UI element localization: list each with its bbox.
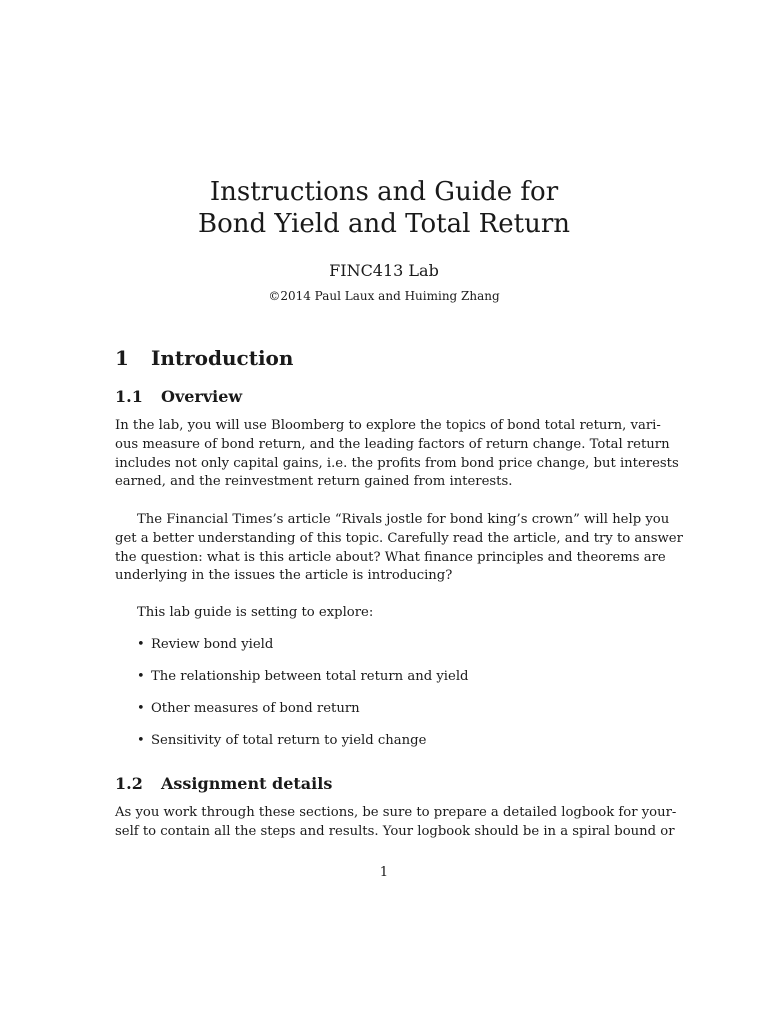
section-title: Introduction xyxy=(151,346,294,370)
subsection-heading-assignment-details xyxy=(115,774,332,794)
document-title xyxy=(0,176,768,240)
subsection-heading-overview xyxy=(115,387,242,407)
list-item xyxy=(115,732,426,750)
paragraph-line: earned, and the reinvestment return gained from interests. xyxy=(115,474,513,490)
subsection-number: 1.2 xyxy=(115,774,143,793)
bullet-icon: • xyxy=(137,701,145,716)
bullet-icon: • xyxy=(137,637,145,652)
list-item-text: The relationship between total return and yield xyxy=(151,669,469,684)
paragraph-line: As you work through these sections, be sure to prepare a detailed logbook for your- xyxy=(115,805,677,820)
assignment-paragraph-1 xyxy=(115,804,677,842)
paragraph-line: In the lab, you will use Bloomberg to explore the topics of bond total return, vari- xyxy=(115,418,661,433)
paragraph-line: self to contain all the steps and results. Your logbook should be in a spiral bound or xyxy=(115,823,675,839)
list-item xyxy=(115,700,360,718)
paragraph-line: includes not only capital gains, i.e. the profits from bond price change, but interests xyxy=(115,455,679,471)
bullet-icon: • xyxy=(137,669,145,684)
bullet-icon: • xyxy=(137,733,145,748)
subsection-number: 1.1 xyxy=(115,387,143,406)
document-subtitle: FINC413 Lab xyxy=(329,261,439,280)
overview-paragraph-1 xyxy=(115,417,679,492)
subsection-title: Overview xyxy=(161,387,243,406)
section-number: 1 xyxy=(115,346,129,370)
list-item-text: Review bond yield xyxy=(151,637,274,652)
list-item-text: Other measures of bond return xyxy=(151,701,360,716)
paragraph-line: ous measure of bond return, and the leading factors of return change. Total return xyxy=(115,436,670,452)
title-line-2: Bond Yield and Total Return xyxy=(197,209,571,239)
paragraph-line: underlying in the issues the article is introducing? xyxy=(115,568,453,584)
list-item xyxy=(115,636,273,654)
section-heading-introduction xyxy=(115,346,293,370)
copyright-notice: ©2014 Paul Laux and Huiming Zhang xyxy=(268,289,500,303)
title-line-1: Instructions and Guide for xyxy=(209,177,559,207)
page-number: 1 xyxy=(379,865,389,880)
paragraph-line: The Financial Times’s article “Rivals jostle for bond king’s crown” will help you xyxy=(137,512,670,527)
list-item xyxy=(115,668,469,686)
paragraph-line: get a better understanding of this topic. Carefully read the article, and try to answer xyxy=(115,530,683,546)
overview-paragraph-3: This lab guide is setting to explore: xyxy=(137,605,374,620)
paragraph-line: the question: what is this article about? What finance principles and theorems are xyxy=(115,549,666,565)
subsection-title: Assignment details xyxy=(161,774,333,793)
list-item-text: Sensitivity of total return to yield change xyxy=(151,733,427,748)
overview-paragraph-2 xyxy=(115,511,683,586)
